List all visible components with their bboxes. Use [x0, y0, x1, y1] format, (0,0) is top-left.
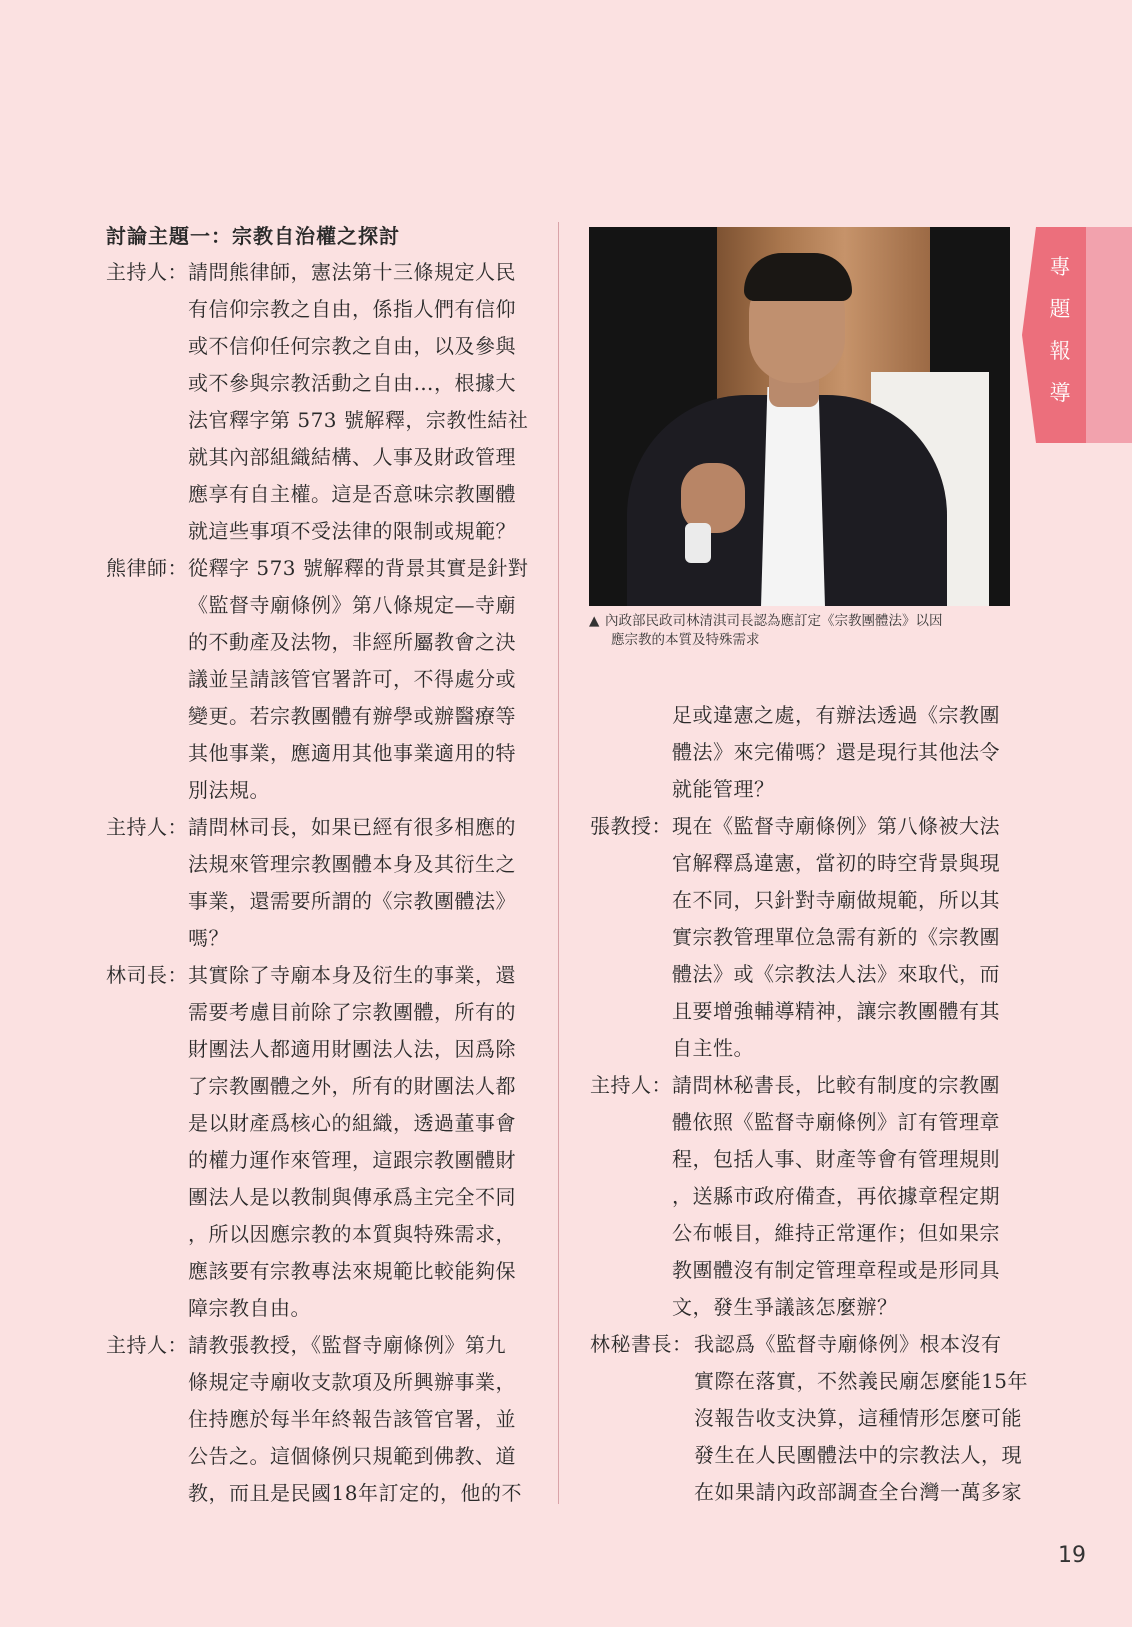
text-line: 官解釋爲違憲，當初的時空背景與現: [672, 851, 1000, 875]
text-line: 在如果請內政部調查全台灣一萬多家: [694, 1480, 1022, 1504]
dialogue-entry: [590, 808, 1020, 1067]
text-line: 自主性。: [672, 1036, 754, 1060]
text-line: 的權力運作來管理，這跟宗教團體財: [188, 1148, 516, 1172]
text-line: 請問林秘書長，比較有制度的宗教團: [672, 1073, 1000, 1097]
text-line: 請問熊律師，憲法第十三條規定人民: [188, 260, 516, 284]
text-line: 需要考慮目前除了宗教團體，所有的: [188, 1000, 516, 1024]
text-line: 障宗教自由。: [188, 1296, 311, 1320]
text-line: 的不動產及法物，非經所屬教會之決: [188, 630, 516, 654]
text-line: 變更。若宗教團體有辦學或辦醫療等: [188, 704, 516, 728]
speech-text: [188, 254, 536, 550]
text-line: 足或違憲之處，有辦法透過《宗教團: [672, 703, 1000, 727]
text-line: 公布帳目，維持正常運作；但如果宗: [672, 1221, 1000, 1245]
speech-text: [188, 550, 536, 809]
speech-text: [694, 1326, 1028, 1511]
text-line: 法規來管理宗教團體本身及其衍生之: [188, 852, 516, 876]
speech-text: [672, 808, 1020, 1067]
section-tab-label: [1045, 246, 1075, 414]
photo-shirt: [761, 387, 825, 606]
dialogue-entry: [590, 1326, 1028, 1511]
text-line: 教團體沒有制定管理章程或是形同具: [672, 1258, 1000, 1282]
speech-text: [188, 809, 536, 957]
speaker-label: 林司長：: [106, 963, 188, 987]
text-line: 其他事業，應適用其他事業適用的特: [188, 741, 516, 765]
column-divider: [558, 222, 559, 1504]
text-line: 應該要有宗教專法來規範比較能夠保: [188, 1259, 516, 1283]
continued-text: [590, 697, 1020, 808]
section-tab-char: 專: [1049, 255, 1071, 279]
speaker-label: 主持人：: [106, 1333, 188, 1357]
photo-cuff: [685, 523, 711, 563]
text-line: ，所以因應宗教的本質與特殊需求，: [188, 1222, 516, 1246]
section-tab-char: 題: [1049, 297, 1071, 321]
text-line: 是以財產爲核心的組織，透過董事會: [188, 1111, 516, 1135]
caption-line-2: 應宗教的本質及特殊需求: [611, 632, 760, 648]
text-line: 議並呈請該管官署許可，不得處分或: [188, 667, 516, 691]
dialogue-entry: [106, 809, 536, 957]
text-line: 或不信仰任何宗教之自由，以及參與: [188, 334, 516, 358]
section-tab-char: 報: [1049, 339, 1071, 363]
speaker-label: 林秘書長：: [590, 1332, 693, 1356]
dialogue-entry: [106, 1327, 536, 1512]
text-line: 《監督寺廟條例》第八條規定—寺廟: [188, 593, 516, 617]
dialogue-entry: [106, 254, 536, 550]
dialogue-entry: [106, 550, 536, 809]
dialogue-entry: [590, 1067, 1020, 1326]
text-line: 程，包括人事、財產等會有管理規則: [672, 1147, 1000, 1171]
text-line: 公告之。這個條例只規範到佛教、道: [188, 1444, 516, 1468]
text-line: 住持應於每半年終報告該管官署，並: [188, 1407, 516, 1431]
text-line: 我認爲《監督寺廟條例》根本沒有: [694, 1332, 1002, 1356]
text-line: 在不同，只針對寺廟做規範，所以其: [672, 888, 1000, 912]
text-line: 從釋字 573 號解釋的背景其實是針對: [188, 556, 529, 580]
text-line: 別法規。: [188, 778, 270, 802]
text-line: 實宗教管理單位急需有新的《宗教團: [672, 925, 1000, 949]
page-number: 19: [1058, 1543, 1086, 1568]
text-line: 嗎？: [188, 926, 229, 950]
speaker-label: 張教授：: [590, 814, 672, 838]
dialogue-entry: [106, 957, 536, 1327]
speech-text: [188, 1327, 536, 1512]
text-line: 請問林司長，如果已經有很多相應的: [188, 815, 516, 839]
speaker-label: 主持人：: [590, 1073, 672, 1097]
speaker-label: 主持人：: [106, 260, 188, 284]
speaker-photo: [589, 227, 1010, 606]
text-line: 就其內部組織結構、人事及財政管理: [188, 445, 516, 469]
text-line: 財團法人都適用財團法人法，因爲除: [188, 1037, 516, 1061]
text-line: 發生在人民團體法中的宗教法人，現: [694, 1443, 1022, 1467]
text-line: 應享有自主權。這是否意味宗教團體: [188, 482, 516, 506]
text-line: 現在《監督寺廟條例》第八條被大法: [672, 814, 1000, 838]
section-tab-char: 導: [1049, 381, 1071, 405]
text-line: 有信仰宗教之自由，係指人們有信仰: [188, 297, 516, 321]
text-line: 體依照《監督寺廟條例》訂有管理章: [672, 1110, 1000, 1134]
text-line: 沒報告收支決算，這種情形怎麼可能: [694, 1406, 1022, 1430]
text-line: 條規定寺廟收支款項及所興辦事業，: [188, 1370, 516, 1394]
right-column: [590, 697, 1028, 1511]
text-line: 其實除了寺廟本身及衍生的事業，還: [188, 963, 516, 987]
speaker-label: 主持人：: [106, 815, 188, 839]
text-line: 文，發生爭議該怎麼辦？: [672, 1295, 898, 1319]
left-column: [106, 254, 536, 1512]
section-tab-stripe: [1086, 227, 1132, 443]
photo-hair: [744, 253, 852, 301]
speech-text: [188, 957, 536, 1327]
text-line: 法官釋字第 573 號解釋，宗教性結社: [188, 408, 529, 432]
text-line: 團法人是以教制與傳承爲主完全不同: [188, 1185, 516, 1209]
photo-caption: [589, 612, 1019, 650]
text-line: 就能管理？: [672, 777, 775, 801]
text-line: 請教張教授，《監督寺廟條例》第九: [188, 1333, 506, 1357]
text-line: 或不參與宗教活動之自由…，根據大: [188, 371, 516, 395]
text-line: 就這些事項不受法律的限制或規範？: [188, 519, 516, 543]
caption-triangle-icon: ▲: [589, 613, 600, 629]
section-heading: 討論主題一：宗教自治權之探討: [106, 224, 400, 248]
text-line: 體法》來完備嗎？還是現行其他法令: [672, 740, 1000, 764]
speech-text: [672, 1067, 1020, 1326]
text-line: 且要增強輔導精神，讓宗教團體有其: [672, 999, 1000, 1023]
caption-line-1: 內政部民政司林清淇司長認為應訂定《宗教團體法》以因: [605, 613, 943, 629]
text-line: 體法》或《宗教法人法》來取代，而: [672, 962, 1000, 986]
text-line: 了宗教團體之外，所有的財團法人都: [188, 1074, 516, 1098]
text-line: ，送縣市政府備查，再依據章程定期: [672, 1184, 1000, 1208]
text-line: 教，而且是民國18年訂定的，他的不: [188, 1481, 522, 1505]
speaker-label: 熊律師：: [106, 556, 188, 580]
text-line: 事業，還需要所謂的《宗教團體法》: [188, 889, 516, 913]
text-line: 實際在落實，不然義民廟怎麼能15年: [694, 1369, 1028, 1393]
